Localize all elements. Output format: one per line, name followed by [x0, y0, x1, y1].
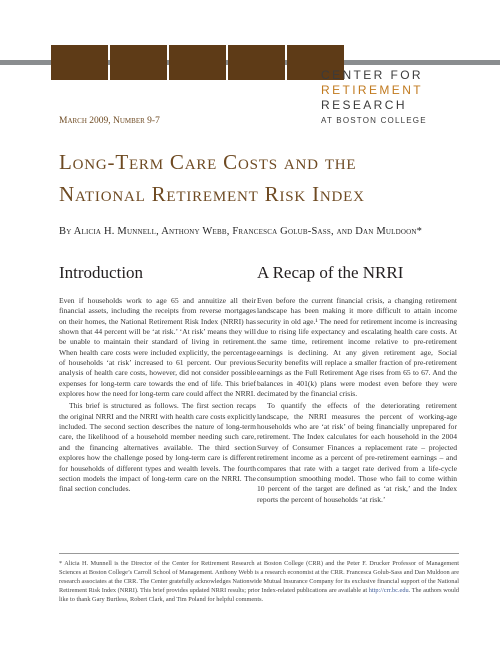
footnote-text: * Alicia H. Munnell is the Director of the Center for Retirement Research at Boston College (CRR) and the Peter F. Drucker Professor of Management Sciences at Boston College’s Carroll School of Management. Anthony Webb is a research economist at the CRR. Francesca Golub-Sass and Dan Muldoon are research associates at the CRR. The Center gratefully acknowledges Nationwide Mutual Insurance Company for its exclusive financial support of the National Retirement Risk Index (NRRI). This brief provides updated NRRI results; prior Index-related publications are available at [59, 560, 459, 594]
intro-paragraph-1: Even if households work to age 65 and annuitize all their financial assets, including the receipts from reverse mortgages on their homes, the National Retirement Risk Index (NRRI) has shown that 44 percent will be ‘at risk.’ ‘At risk’ means they will be unable to maintain their standard of living in retirement. When health care costs were included explicitly, the percentage of households ‘at risk’ increased to 61 percent. Our previous analysis of health care costs, however, did not consider possible expenses for long-term care towards the end of life. This brief explores how the need for long-term care could affect the NRRI. [59, 296, 256, 399]
header-block [228, 45, 285, 80]
logo-line-3: RESEARCH [321, 98, 407, 112]
recap-column [257, 262, 457, 505]
intro-column [59, 262, 256, 495]
brief-title [59, 146, 479, 210]
intro-paragraph-2: This brief is structured as follows. The first section recaps the original NRRI and the NRRI with health care costs explicitly included. The second section describes the nature of long-term care, the likelihood of a household member needing such care, and the financing alternatives available. The third section explores how the challenge posed by long-term care is different for households of different types and wealth levels. The fourth section models the impact of long-term care on the NRRI. The final section concludes. [59, 401, 256, 494]
logo-line-2: RETIREMENT [321, 83, 423, 97]
logo-line-1: CENTER FOR [321, 68, 423, 82]
crr-logo [321, 68, 481, 128]
recap-heading: A Recap of the NRRI [257, 263, 404, 282]
footnote-divider [59, 553, 459, 554]
brief-title-line-1: Long-Term Care Costs and the [59, 150, 357, 174]
author-footnote [59, 560, 459, 605]
logo-line-4: AT BOSTON COLLEGE [321, 116, 427, 125]
recap-paragraph-2: To quantify the effects of the deteriorating retirement landscape, the NRRI measures the percent of working-age households who are ‘at risk’ of being financially unprepared for retirement. The Index calculates for each household in the 2004 Survey of Consumer Finances a replacement rate – projected retirement income as a percent of pre-retirement earnings – and compares that rate with a target rate derived from a life-cycle consumption smoothing model. Those who fail to come within 10 percent of the target are defined as ‘at risk,’ and the Index reports the percent of households ‘at risk.’ [257, 401, 457, 504]
issue-date: March 2009, Number 9-7 [59, 116, 160, 126]
brief-title-line-2: National Retirement Risk Index [59, 182, 365, 206]
author-byline: By Alicia H. Munnell, Anthony Webb, Francesca Golub-Sass, and Dan Muldoon* [59, 226, 423, 237]
recap-paragraph-1: Even before the current financial crisis, a changing retirement landscape has been making it more difficult to attain income security in old age.¹ The need for retirement income is increasing due to rising life expectancy and escalating health care costs. At the same time, retirement income relative to pre-retirement earnings is declining. At any given retirement age, Social Security benefits will replace a smaller fraction of pre-retirement earnings as the Full Retirement Age rises from 65 to 67. And the balances in 401(k) plans were modest even before they were decimated by the financial crisis. [257, 296, 457, 399]
header-block [110, 45, 167, 80]
footnote-text-end: . The authors would like to thank Gary Burtless, Robert Clark, and Tim Poland for helpful comments. [59, 586, 459, 603]
crr-website-link[interactable]: http://crr.bc.edu [368, 586, 409, 594]
header-block [51, 45, 108, 80]
header-block [169, 45, 226, 80]
intro-heading: Introduction [59, 263, 144, 282]
